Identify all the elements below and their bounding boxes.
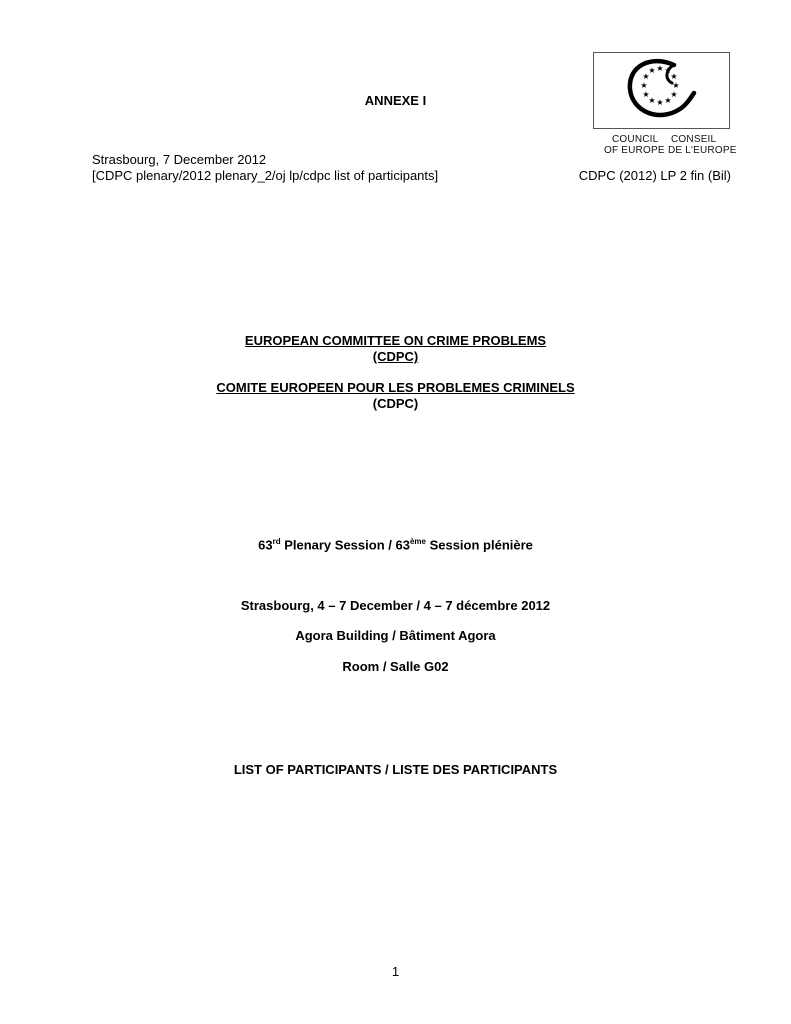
annex-title [0, 93, 791, 108]
session-number-fr: 63 [395, 537, 410, 553]
page-number: 1 [391, 964, 400, 979]
session-building: Agora Building / Bâtiment Agora [295, 628, 496, 643]
svg-text:★: ★ [648, 66, 656, 75]
logo-text-en-line2: OF EUROPE [604, 145, 665, 156]
session-room: Room / Salle G02 [342, 659, 449, 674]
session-label-fr: Session plénière [425, 537, 533, 553]
session-label-en: Plenary Session / [280, 537, 396, 553]
committee-name-en: EUROPEAN COMMITTEE ON CRIME PROBLEMS [244, 333, 547, 348]
session-ordinal-en: rd [272, 537, 281, 546]
logo-text-fr [668, 134, 737, 156]
file-reference: [CDPC plenary/2012 plenary_2/oj lp/cdpc list of participants] [92, 168, 439, 183]
svg-text:★: ★ [642, 72, 650, 81]
session-number-en: 63 [258, 537, 273, 553]
logo-text-en-line1: COUNCIL [612, 134, 659, 145]
council-of-europe-logo [593, 52, 730, 129]
svg-text:★: ★ [672, 81, 680, 90]
session-title [0, 537, 791, 552]
svg-text:★: ★ [656, 98, 664, 107]
committee-name-fr: COMITE EUROPEEN POUR LES PROBLEMES CRIMINELS [216, 380, 575, 395]
logo-text-en [604, 134, 665, 156]
logo-text-fr-line2: DE L'EUROPE [668, 145, 737, 156]
place-date: Strasbourg, 7 December 2012 [92, 152, 267, 167]
svg-text:★: ★ [648, 96, 656, 105]
document-code: CDPC (2012) LP 2 fin (Bil) [578, 168, 731, 183]
council-of-europe-emblem-icon [594, 53, 729, 128]
svg-text:★: ★ [642, 90, 650, 99]
committee-title [0, 333, 791, 411]
svg-text:★: ★ [664, 66, 672, 75]
logo-text-fr-line1: CONSEIL [671, 134, 717, 145]
svg-text:★: ★ [670, 90, 678, 99]
svg-text:★: ★ [640, 81, 648, 90]
svg-text:★: ★ [670, 72, 678, 81]
committee-acronym-fr: (CDPC) [372, 396, 419, 411]
svg-text:★: ★ [656, 64, 664, 73]
svg-text:★: ★ [664, 96, 672, 105]
session-dates: Strasbourg, 4 – 7 December / 4 – 7 décembre 2012 [240, 598, 551, 613]
annex-title-text: ANNEXE I [364, 93, 427, 108]
committee-acronym-en: (CDPC) [372, 349, 419, 364]
list-title: LIST OF PARTICIPANTS / LISTE DES PARTICIPANTS [233, 762, 558, 777]
session-ordinal-fr: ème [409, 537, 426, 546]
